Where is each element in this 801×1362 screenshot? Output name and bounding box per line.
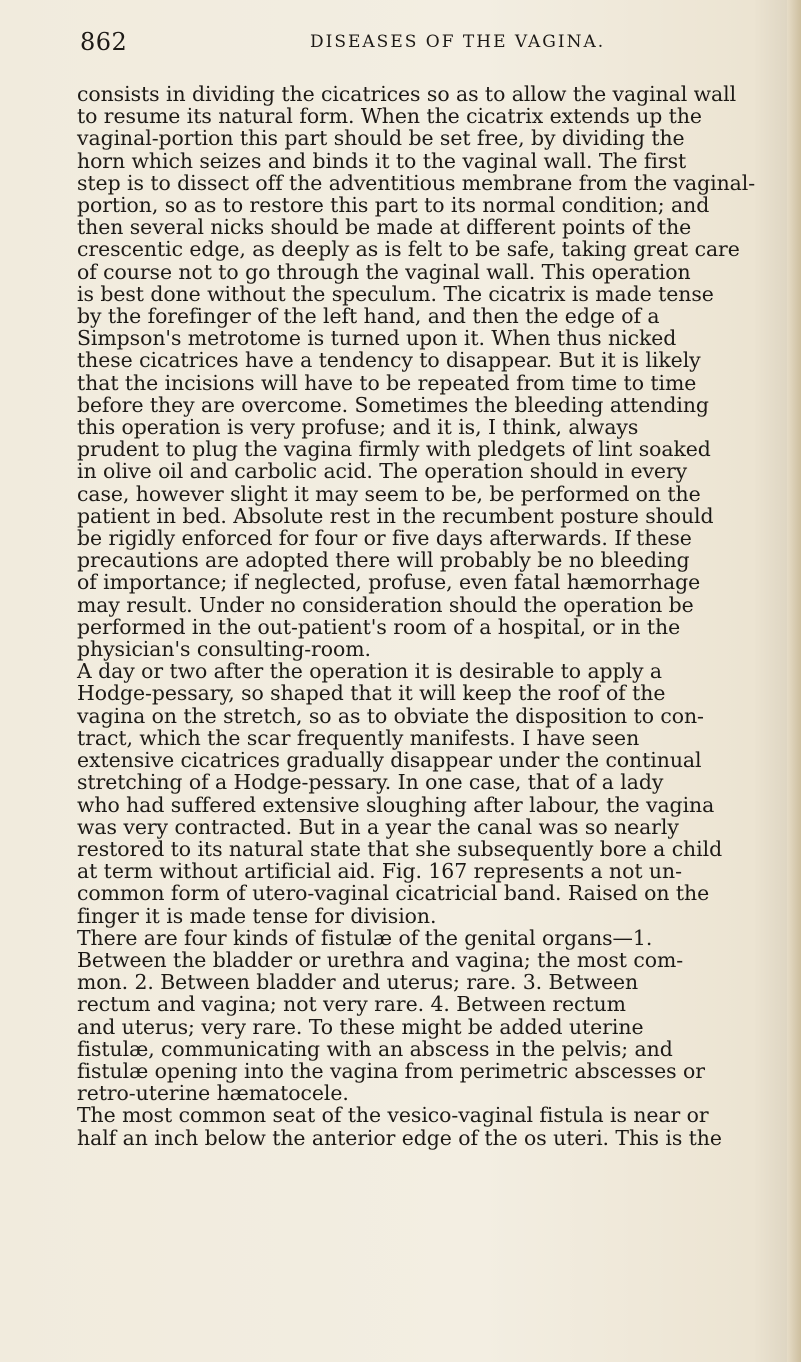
text-line: fistulæ, communicating with an abscess in the pelvis; and: [77, 1036, 673, 1061]
text-line: these cicatrices have a tendency to disappear. But it is likely: [77, 348, 701, 373]
text-line: extensive cicatrices gradually disappear under the continual: [77, 748, 702, 773]
text-line: performed in the out-patient's room of a hospital, or in the: [77, 614, 681, 639]
text-line: Simpson's metrotome is turned upon it. When thus nicked: [77, 326, 677, 351]
running-head: DISEASES OF THE VAGINA.: [310, 32, 606, 52]
text-line: then several nicks should be made at different points of the: [77, 215, 692, 240]
text-line: fistulæ opening into the vagina from perimetric abscesses or: [77, 1058, 705, 1083]
text-line: stretching of a Hodge-pessary. In one case, that of a lady: [77, 770, 664, 795]
text-line: this operation is very profuse; and it is, I think, always: [77, 415, 639, 440]
text-line: half an inch below the anterior edge of the os uteri. This is the: [77, 1125, 722, 1150]
text-line: in olive oil and carbolic acid. The operation should in every: [77, 459, 688, 484]
text-line: rectum and vagina; not very rare. 4. Between rectum: [77, 992, 626, 1017]
text-line: vaginal-portion this part should be set free, by dividing the: [77, 126, 685, 151]
text-line: patient in bed. Absolute rest in the recumbent posture should: [77, 503, 714, 528]
text-line: retro-uterine hæmatocele.: [77, 1081, 349, 1106]
text-line: precautions are adopted there will probably be no bleeding: [77, 548, 690, 573]
text-line: may result. Under no consideration should the operation be: [77, 592, 694, 617]
text-line: consists in dividing the cicatrices so as to allow the vaginal wall: [77, 82, 737, 106]
text-line: tract, which the scar frequently manifests. I have seen: [77, 725, 640, 750]
text-line: physician's consulting-room.: [77, 637, 371, 662]
text-line: mon. 2. Between bladder and uterus; rare. 3. Between: [77, 970, 639, 995]
text-line: restored to its natural state that she subsequently bore a child: [77, 836, 723, 861]
text-line: There are four kinds of fistulæ of the genital organs—1.: [77, 925, 653, 950]
text-line: step is to dissect off the adventitious membrane from the vaginal-: [77, 170, 756, 195]
page-number: 862: [80, 28, 128, 56]
text-line: The most common seat of the vesico-vaginal fistula is near or: [77, 1103, 709, 1128]
text-line: case, however slight it may seem to be, be performed on the: [77, 481, 701, 506]
text-line: prudent to plug the vagina firmly with pledgets of lint soaked: [77, 437, 711, 462]
text-line: Hodge-pessary, so shaped that it will keep the roof of the: [77, 681, 666, 706]
text-line: of importance; if neglected, profuse, even fatal hæmorrhage: [77, 570, 701, 595]
body-text: [77, 83, 795, 1149]
text-line: was very contracted. But in a year the canal was so nearly: [77, 814, 679, 839]
text-line: Between the bladder or urethra and vagina; the most com-: [77, 947, 684, 972]
text-line: of course not to go through the vaginal wall. This operation: [77, 259, 691, 284]
text-line: be rigidly enforced for four or five days afterwards. If these: [77, 526, 692, 551]
text-line: is best done without the speculum. The cicatrix is made tense: [77, 281, 714, 306]
text-line: at term without artificial aid. Fig. 167 represents a not un-: [77, 859, 682, 884]
text-line: crescentic edge, as deeply as is felt to be safe, taking great care: [77, 237, 740, 262]
text-line: vagina on the stretch, so as to obviate the disposition to con-: [77, 703, 704, 728]
text-line: before they are overcome. Sometimes the bleeding attending: [77, 392, 709, 417]
text-line: A day or two after the operation it is desirable to apply a: [77, 659, 663, 684]
text-line: finger it is made tense for division.: [77, 903, 437, 928]
text-line: and uterus; very rare. To these might be added uterine: [77, 1014, 644, 1039]
text-line: to resume its natural form. When the cicatrix extends up the: [77, 104, 702, 129]
text-line: by the forefinger of the left hand, and then the edge of a: [77, 304, 660, 329]
text-line: that the incisions will have to be repeated from time to time: [77, 370, 697, 395]
page-header: [80, 28, 760, 56]
text-line: portion, so as to restore this part to its normal condition; and: [77, 193, 710, 218]
text-line: who had suffered extensive sloughing after labour, the vagina: [77, 792, 715, 817]
text-line: common form of utero-vaginal cicatricial band. Raised on the: [77, 881, 710, 906]
text-line: horn which seizes and binds it to the vaginal wall. The first: [77, 148, 687, 173]
